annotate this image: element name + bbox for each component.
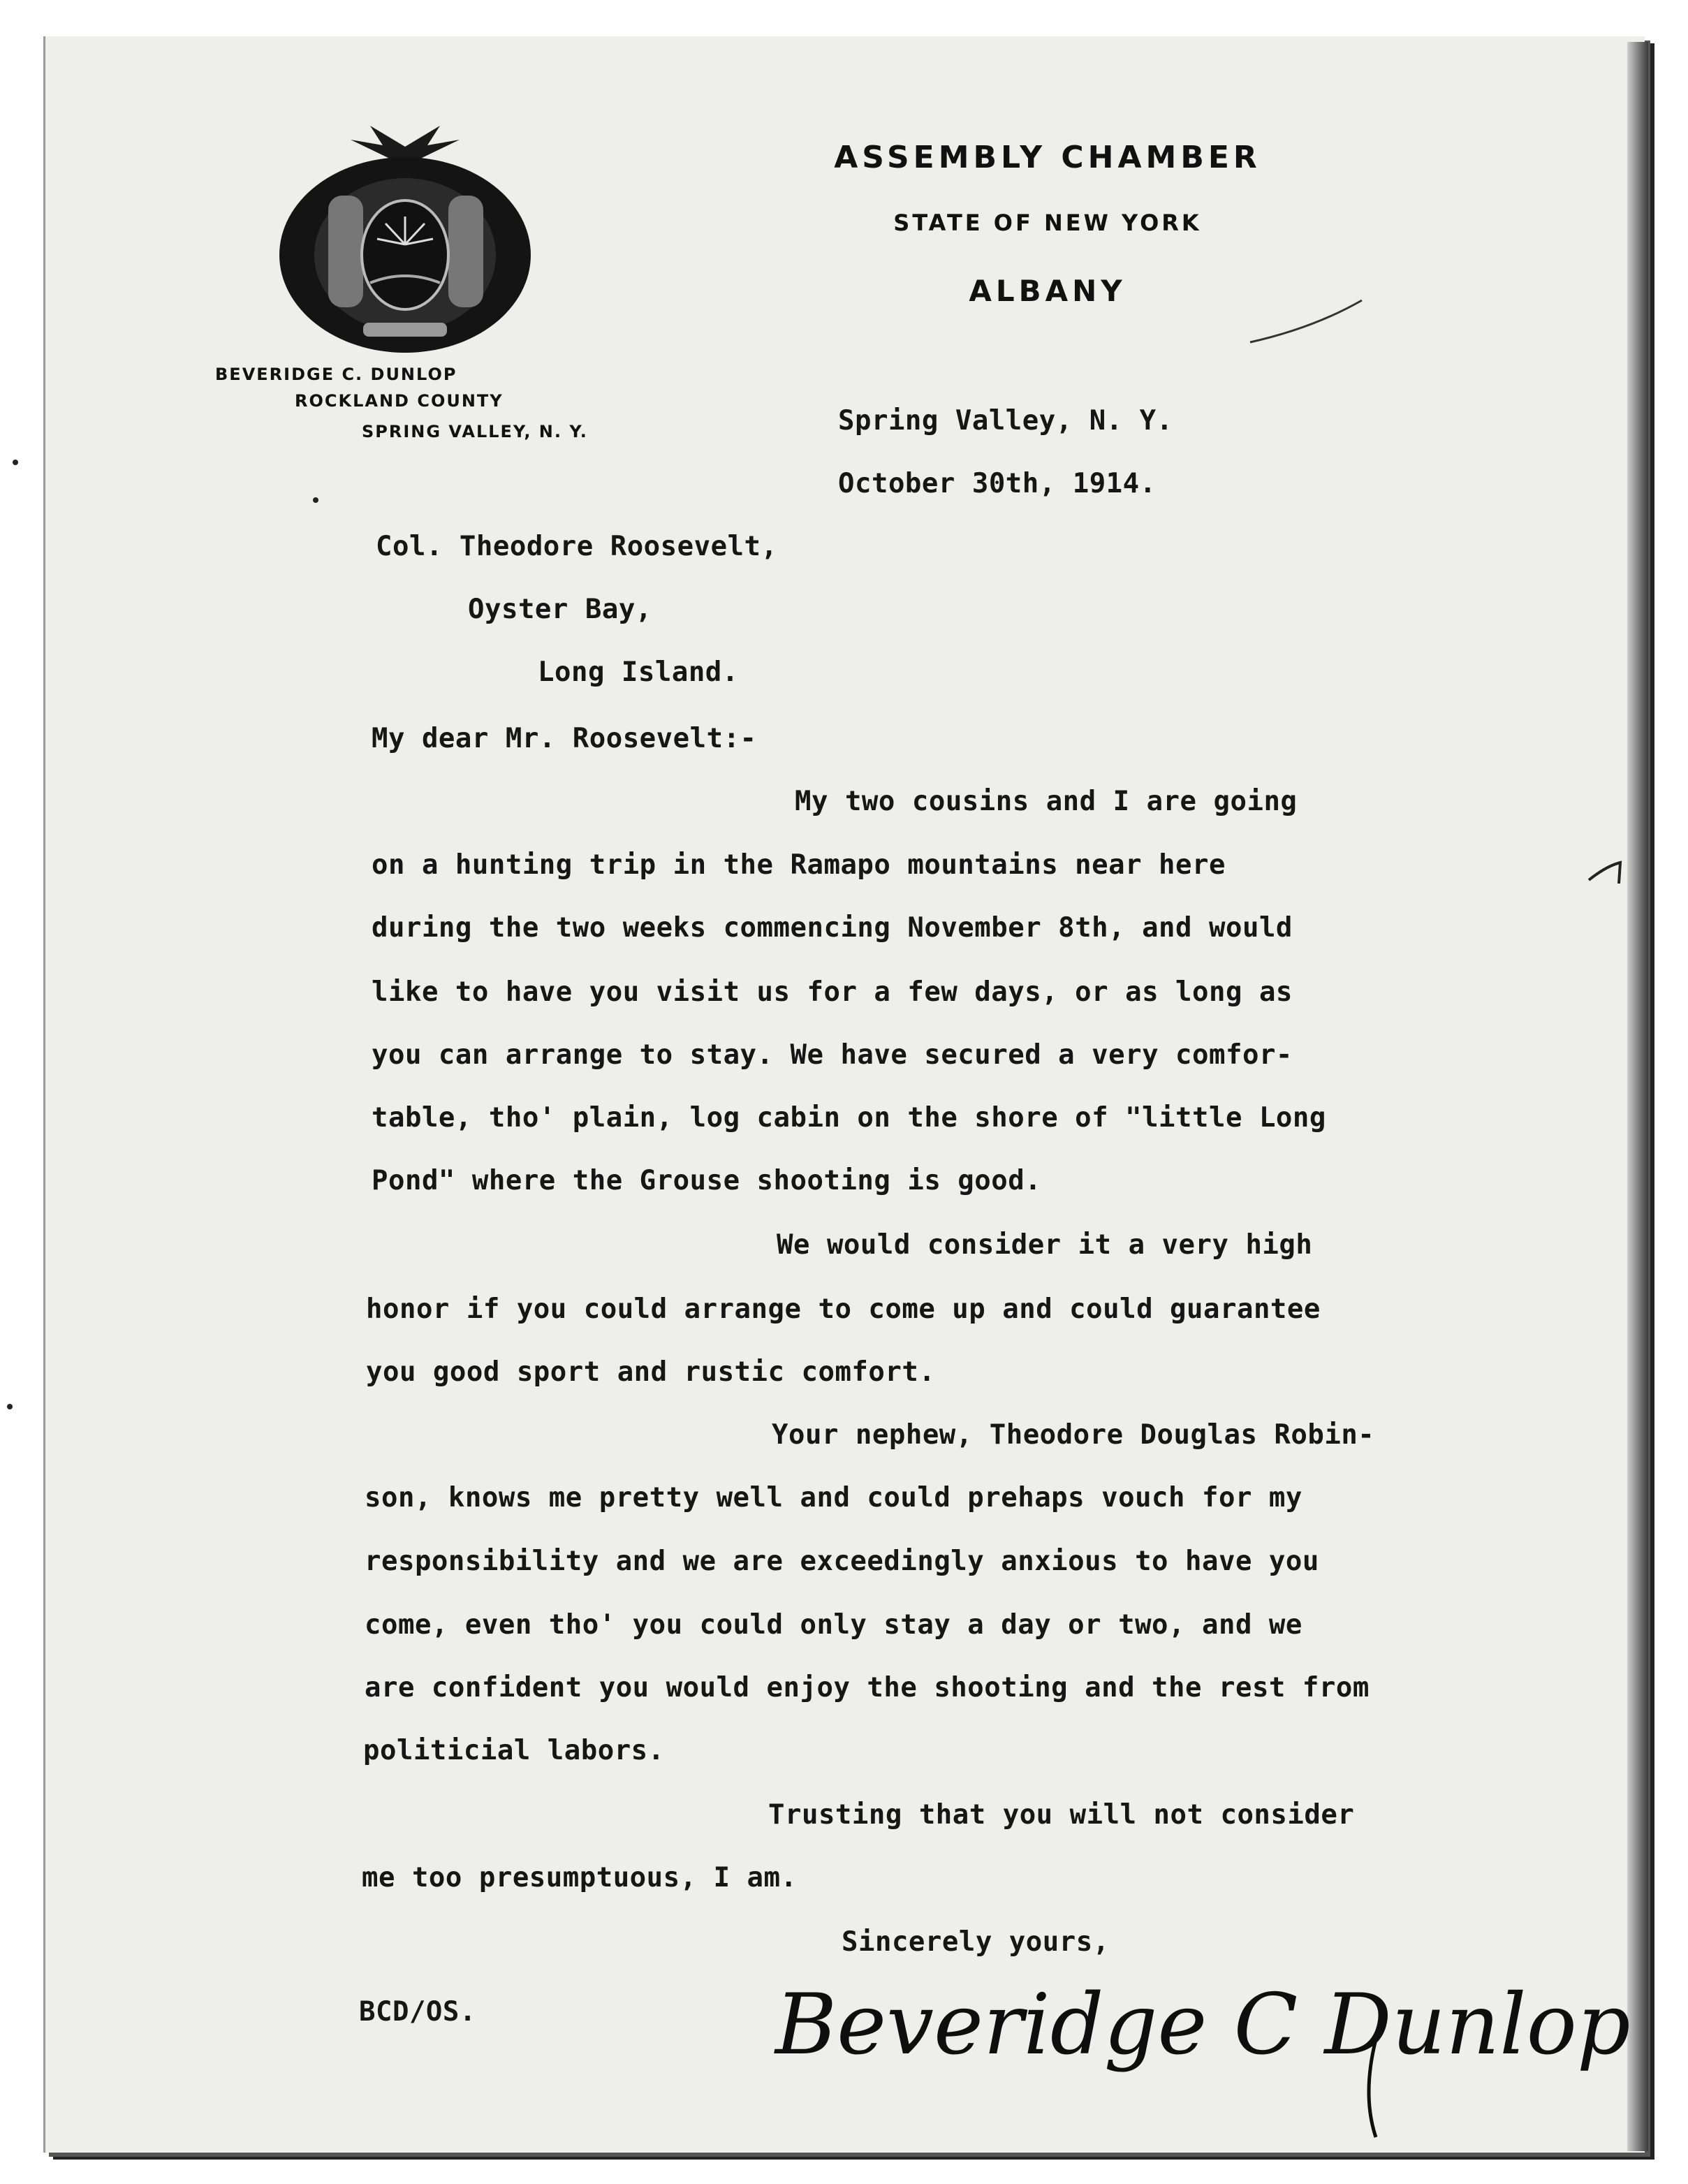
state-seal-icon [265, 119, 545, 356]
recipient-line: Long Island. [538, 657, 739, 688]
letterhead-city: ALBANY [969, 274, 1126, 308]
recipient-line: Oyster Bay, [468, 594, 652, 625]
body-line: come, even tho' you could only stay a day or two, and we [365, 1609, 1302, 1641]
signature-text: Beveridge C Dunlop [775, 1977, 1631, 2074]
body-line: honor if you could arrange to come up and could guarantee [366, 1293, 1321, 1325]
body-line: you can arrange to stay. We have secured a very comfor- [372, 1039, 1293, 1071]
letterhead-title: ASSEMBLY CHAMBER [834, 140, 1261, 175]
body-line: Pond" where the Grouse shooting is good. [372, 1165, 1042, 1196]
body-line: My two cousins and I are going [795, 786, 1298, 817]
pencil-mark [1243, 293, 1369, 349]
body-line: We would consider it a very high [777, 1229, 1313, 1261]
body-line: Your nephew, Theodore Douglas Robin- [772, 1419, 1375, 1451]
body-line: table, tho' plain, log cabin on the shore of "little Long [372, 1102, 1326, 1134]
body-line: are confident you would enjoy the shooting and the rest from [365, 1672, 1370, 1703]
letter-place: Spring Valley, N. Y. [838, 405, 1173, 437]
letter-date: October 30th, 1914. [838, 468, 1157, 499]
body-line: me too presumptuous, I am. [362, 1862, 798, 1893]
signature [761, 1970, 1631, 2144]
body-line: responsibility and we are exceedingly anxious to have you [365, 1546, 1319, 1577]
speck [313, 497, 318, 503]
body-line: Trusting that you will not consider [768, 1799, 1355, 1831]
letterhead-town: SPRING VALLEY, N. Y. [362, 422, 588, 441]
letterhead-county: ROCKLAND COUNTY [295, 391, 504, 411]
body-line: like to have you visit us for a few days, or as long as [372, 976, 1293, 1008]
letterhead-state: STATE OF NEW YORK [893, 210, 1202, 236]
pencil-mark [1585, 859, 1627, 887]
letterhead-name: BEVERIDGE C. DUNLOP [215, 365, 457, 384]
initials: BCD/OS. [359, 1996, 476, 2028]
body-line: politicial labors. [363, 1735, 665, 1766]
speck [13, 460, 18, 465]
page-edge [1627, 42, 1648, 2151]
salutation: My dear Mr. Roosevelt:- [372, 723, 757, 754]
body-line: son, knows me pretty well and could prehaps vouch for my [365, 1482, 1302, 1514]
body-line: during the two weeks commencing November 8th, and would [372, 912, 1293, 944]
speck [7, 1404, 13, 1409]
recipient-line: Col. Theodore Roosevelt, [376, 531, 778, 562]
body-line: on a hunting trip in the Ramapo mountains near here [372, 849, 1226, 881]
closing: Sincerely yours, [842, 1926, 1110, 1958]
body-line: you good sport and rustic comfort. [366, 1356, 936, 1388]
